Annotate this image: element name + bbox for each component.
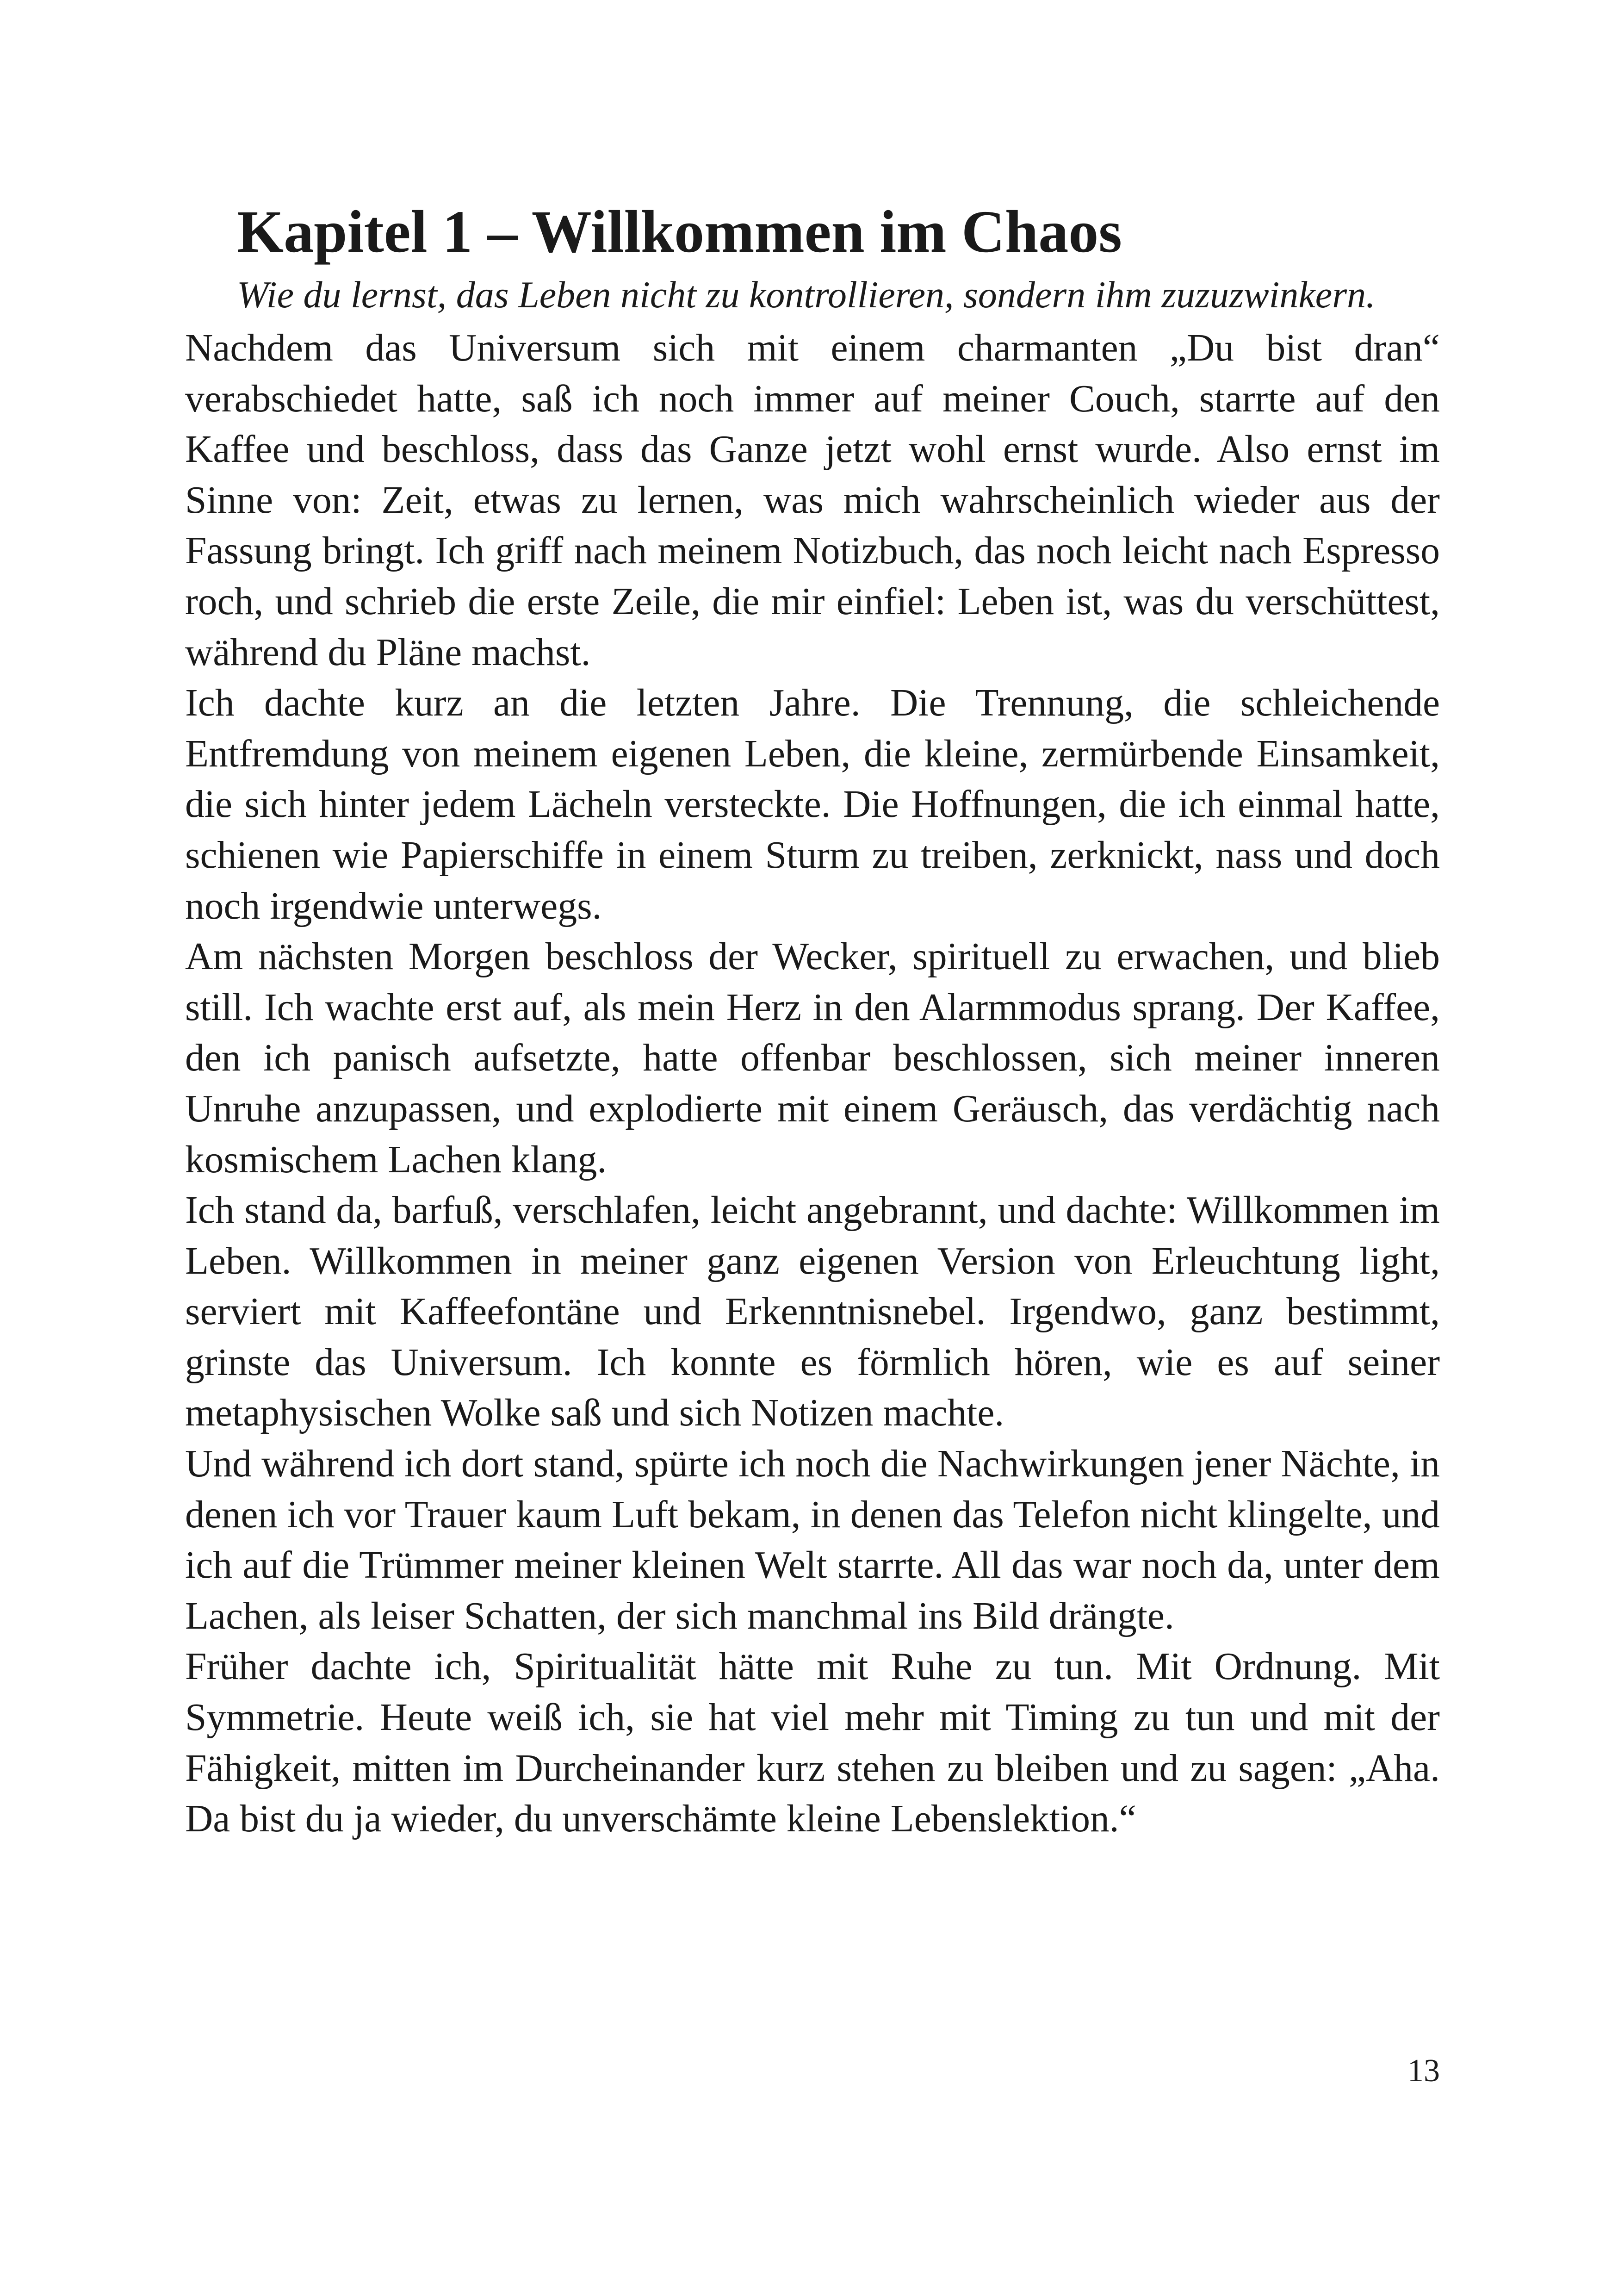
paragraph: Ich stand da, barfuß, verschlafen, leicht angebrannt, und dachte: Willkommen im Leben. Willkommen in meiner ganz eigenen Version von Erleuchtung light, serviert mit Kaffeefontäne und Erkenntnisnebel. Irgendwo, ganz bestimmt, grinste das Universum. Ich konnte es förmlich hören, wie es auf seiner metaphysischen Wolke saß und sich Notizen machte. bbox=[185, 1189, 1440, 1435]
paragraph: Nachdem das Universum sich mit einem charmanten „Du bist dran“ verabschiedet hatte, saß ich noch immer auf meiner Couch, starrte auf den Kaffee und beschloss, dass das Ganze jetzt wohl ernst wurde. Also ernst im Sinne von: Zeit, etwas zu lernen, was mich wahrscheinlich wieder aus der Fassung bringt. Ich griff nach meinem Notizbuch, das noch leicht nach Espresso roch, und schrieb die erste Zeile, die mir einfiel: Leben ist, was du verschüttest, während du Pläne machst. bbox=[185, 327, 1440, 674]
paragraph: Früher dachte ich, Spiritualität hätte mit Ruhe zu tun. Mit Ordnung. Mit Symmetrie. Heute weiß ich, sie hat viel mehr mit Timing zu tun und mit der Fähigkeit, mitten im Durcheinander kurz stehen zu bleiben und zu sagen: „Aha. Da bist du ja wieder, du unverschämte kleine Lebenslektion.“ bbox=[185, 1645, 1440, 1841]
page-number: 13 bbox=[1407, 2053, 1440, 2089]
paragraph: Am nächsten Morgen beschloss der Wecker, spirituell zu erwachen, und blieb still. Ich wachte erst auf, als mein Herz in den Alarmmodus sprang. Der Kaffee, den ich panisch aufsetzte, hatte offenbar beschlossen, sich meiner inneren Unruhe anzupassen, und explodierte mit einem Geräusch, das verdächtig nach kosmischem Lachen klang. bbox=[185, 935, 1440, 1181]
paragraph: Ich dachte kurz an die letzten Jahre. Die Trennung, die schleichende Entfremdung von meinem eigenen Leben, die kleine, zermürbende Einsamkeit, die sich hinter jedem Lächeln versteckte. Die Hoffnungen, die ich einmal hatte, schienen wie Papierschiffe in einem Sturm zu treiben, zerknickt, nass und doch noch irgendwie unterwegs. bbox=[185, 682, 1440, 927]
paragraph: Und während ich dort stand, spürte ich noch die Nachwirkungen jener Nächte, in denen ich vor Trauer kaum Luft bekam, in denen das Telefon nicht klingelte, und ich auf die Trümmer meiner kleinen Welt starrte. All das war noch da, unter dem Lachen, als leiser Schatten, der sich manchmal ins Bild drängte. bbox=[185, 1443, 1440, 1637]
chapter-body bbox=[185, 323, 1440, 1845]
chapter-subtitle: Wie du lernst, das Leben nicht zu kontrollieren, sondern ihm zuzuzwinkern. bbox=[237, 274, 1376, 316]
chapter-title: Kapitel 1 – Willkommen im Chaos bbox=[237, 199, 1122, 265]
